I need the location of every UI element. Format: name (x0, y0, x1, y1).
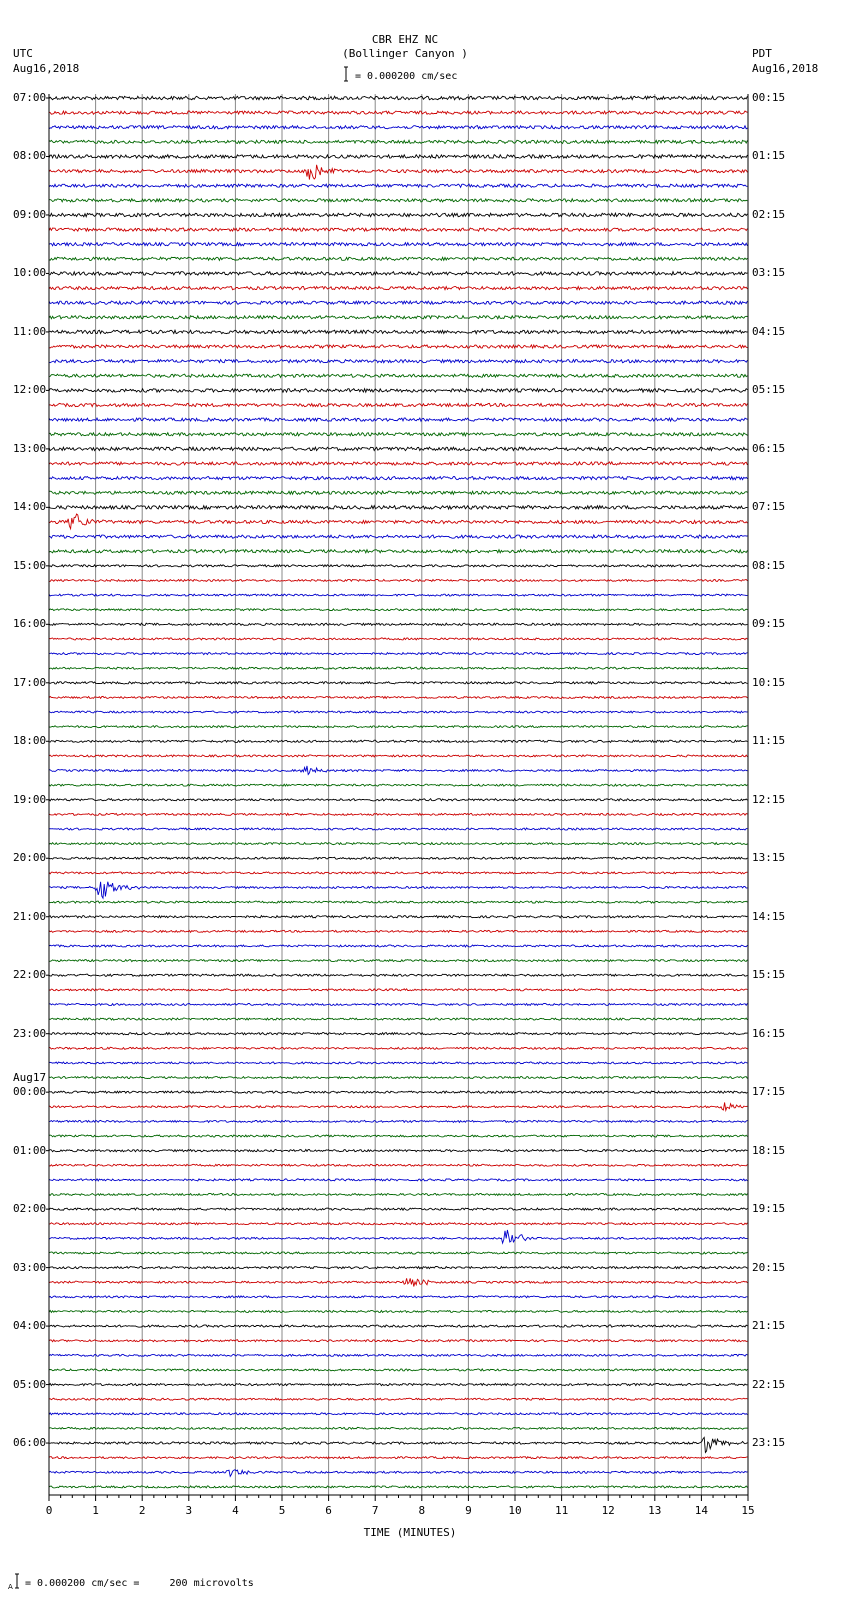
station-location: (Bollinger Canyon ) (342, 47, 468, 60)
trace-line (49, 882, 747, 899)
trace-line (49, 755, 747, 757)
trace-line (49, 140, 747, 143)
trace-line (49, 1457, 747, 1459)
trace-line (49, 96, 747, 100)
utc-hour-label: 05:00 (13, 1377, 47, 1391)
trace-line (49, 243, 747, 246)
svg-text:A: A (8, 1583, 13, 1590)
trace-line (49, 447, 747, 451)
trace-line (49, 316, 747, 319)
trace-line (49, 974, 747, 976)
pdt-hour-label: 17:15 (752, 1085, 786, 1099)
pdt-hour-label: 14:15 (752, 909, 786, 923)
trace-line (49, 462, 747, 465)
trace-line (49, 126, 747, 129)
trace-line (49, 1486, 747, 1488)
trace-line (49, 199, 747, 202)
x-tick-label: 6 (325, 1504, 332, 1517)
trace-line (49, 301, 747, 304)
trace-line (49, 374, 747, 377)
pdt-hour-label: 19:15 (752, 1202, 786, 1216)
left-timezone: UTC (13, 47, 33, 60)
pdt-hour-label: 02:15 (752, 207, 786, 221)
trace-line (49, 1208, 747, 1210)
pdt-hour-label: 08:15 (752, 558, 786, 572)
trace-line (49, 1252, 747, 1254)
trace-line (49, 418, 747, 421)
trace-line (49, 535, 747, 538)
trace-line (49, 828, 747, 830)
trace-line (49, 799, 747, 801)
utc-hour-label: 12:00 (13, 383, 47, 397)
trace-line (49, 766, 747, 775)
trace-line (49, 111, 747, 114)
trace-line (49, 1296, 747, 1298)
trace-line (49, 1003, 747, 1005)
utc-hour-label: 19:00 (13, 792, 47, 806)
x-tick-label: 10 (508, 1504, 522, 1517)
pdt-hour-label: 11:15 (752, 734, 786, 748)
trace-line (49, 813, 747, 815)
pdt-hour-label: 06:15 (752, 441, 786, 455)
trace-line (49, 565, 747, 567)
trace-line (49, 272, 747, 276)
x-tick-label: 15 (741, 1504, 755, 1517)
pdt-hour-label: 10:15 (752, 675, 786, 689)
trace-line (49, 345, 747, 348)
trace-line (49, 594, 747, 596)
x-tick-label: 9 (465, 1504, 472, 1517)
trace-line (49, 1077, 747, 1079)
x-tick-label: 8 (418, 1504, 426, 1517)
trace-line (49, 1179, 747, 1181)
utc-hour-label: 18:00 (13, 734, 47, 748)
station-title: CBR EHZ NC (371, 33, 439, 46)
trace-line (49, 857, 747, 859)
x-tick-label: 11 (554, 1504, 569, 1517)
trace-line (49, 165, 747, 180)
trace-line (49, 682, 747, 684)
trace-line (49, 901, 747, 903)
right-date: Aug16,2018 (752, 62, 819, 75)
trace-line (49, 1194, 747, 1196)
trace-line (49, 623, 747, 625)
utc-hour-label: 01:00 (13, 1143, 47, 1157)
x-tick-label: 2 (138, 1504, 146, 1517)
trace-line (49, 491, 747, 494)
pdt-hour-label: 00:15 (752, 91, 786, 104)
utc-hour-label: 15:00 (13, 558, 47, 572)
utc-hour-label: 23:00 (13, 1026, 47, 1040)
trace-line (49, 389, 747, 393)
trace-line (49, 1047, 747, 1049)
pdt-hour-label: 15:15 (752, 968, 786, 982)
trace-line (49, 1427, 747, 1429)
trace-line (49, 1267, 747, 1269)
trace-line (49, 1398, 747, 1400)
utc-hour-label: 07:00 (13, 91, 47, 104)
utc-date-label: Aug17 (13, 1071, 47, 1085)
trace-line (49, 403, 747, 406)
utc-hour-label: 20:00 (13, 851, 47, 865)
trace-line (49, 1437, 747, 1452)
utc-hour-label: 02:00 (13, 1202, 47, 1216)
x-tick-label: 0 (45, 1504, 53, 1517)
x-axis-label: TIME (MINUTES) (363, 1526, 457, 1539)
trace-line (49, 287, 747, 290)
trace-line (49, 843, 747, 845)
trace-line (49, 1091, 747, 1093)
trace-line (49, 1230, 747, 1243)
x-tick-label: 13 (648, 1504, 662, 1517)
pdt-hour-label: 03:15 (752, 266, 786, 280)
pdt-hour-label: 01:15 (752, 149, 786, 163)
trace-line (49, 711, 747, 713)
trace-line (49, 667, 747, 669)
utc-hour-label: 04:00 (13, 1319, 47, 1333)
trace-line (49, 330, 747, 334)
utc-hour-label: 16:00 (13, 617, 47, 631)
trace-line (49, 609, 747, 611)
trace-line (49, 1018, 747, 1020)
trace-line (49, 514, 747, 529)
trace-line (49, 360, 747, 363)
trace-line (49, 184, 747, 187)
trace-line (49, 1311, 747, 1313)
trace-line (49, 477, 747, 480)
trace-line (49, 1369, 747, 1371)
utc-hour-label: 08:00 (13, 149, 47, 163)
trace-line (49, 1470, 747, 1477)
trace-line (49, 916, 747, 918)
utc-hour-label: 22:00 (13, 968, 47, 982)
trace-line (49, 638, 747, 640)
pdt-hour-label: 13:15 (752, 851, 786, 865)
pdt-hour-label: 18:15 (752, 1143, 786, 1157)
x-tick-label: 14 (694, 1504, 709, 1517)
trace-line (49, 696, 747, 698)
pdt-hour-label: 23:15 (752, 1436, 786, 1450)
trace-line (49, 1340, 747, 1342)
trace-line (49, 213, 747, 217)
utc-hour-label: 11:00 (13, 324, 47, 338)
trace-line (49, 960, 747, 962)
x-tick-label: 5 (278, 1504, 286, 1517)
trace-line (49, 228, 747, 231)
trace-line (49, 506, 747, 510)
trace-line (49, 257, 747, 260)
trace-line (49, 1223, 747, 1225)
utc-hour-label: 00:00 (13, 1085, 47, 1099)
pdt-hour-label: 07:15 (752, 500, 786, 514)
trace-line (49, 1413, 747, 1415)
pdt-hour-label: 20:15 (752, 1260, 786, 1274)
trace-line (49, 989, 747, 991)
x-tick-label: 1 (92, 1504, 99, 1517)
utc-hour-label: 13:00 (13, 441, 47, 455)
footer-scale-text: = 0.000200 cm/sec = 200 microvolts (25, 1578, 254, 1589)
scale-text: = 0.000200 cm/sec (355, 71, 458, 82)
trace-line (49, 1354, 747, 1356)
utc-hour-label: 10:00 (13, 266, 47, 280)
right-timezone: PDT (752, 47, 772, 60)
trace-line (49, 653, 747, 655)
trace-line (49, 726, 747, 728)
trace-line (49, 784, 747, 786)
trace-line (49, 740, 747, 742)
trace-line (49, 1384, 747, 1386)
utc-hour-label: 21:00 (13, 909, 47, 923)
trace-line (49, 1033, 747, 1035)
pdt-hour-label: 04:15 (752, 324, 786, 338)
trace-line (49, 1103, 747, 1111)
pdt-hour-label: 21:15 (752, 1319, 786, 1333)
trace-line (49, 155, 747, 159)
pdt-hour-label: 22:15 (752, 1377, 786, 1391)
trace-line (49, 1150, 747, 1152)
left-date: Aug16,2018 (13, 62, 80, 75)
pdt-hour-label: 16:15 (752, 1026, 786, 1040)
trace-line (49, 945, 747, 947)
utc-hour-label: 06:00 (13, 1436, 47, 1450)
pdt-hour-label: 09:15 (752, 617, 786, 631)
trace-line (49, 1120, 747, 1122)
trace-line (49, 550, 747, 553)
utc-hour-label: 03:00 (13, 1260, 47, 1274)
trace-line (49, 1278, 747, 1286)
footer-scale-bar-icon (8, 1572, 22, 1590)
trace-line (49, 1164, 747, 1166)
trace-line (49, 433, 747, 436)
pdt-hour-label: 12:15 (752, 792, 786, 806)
x-tick-label: 4 (232, 1504, 239, 1517)
utc-hour-label: 14:00 (13, 500, 47, 514)
x-tick-label: 12 (601, 1504, 615, 1517)
utc-hour-label: 09:00 (13, 207, 47, 221)
trace-line (49, 1062, 747, 1064)
trace-line (49, 872, 747, 874)
pdt-hour-label: 05:15 (752, 383, 786, 397)
x-tick-label: 7 (371, 1504, 379, 1517)
x-tick-label: 3 (185, 1504, 193, 1517)
trace-line (49, 1135, 747, 1137)
utc-hour-label: 17:00 (13, 675, 47, 689)
trace-line (49, 930, 747, 932)
trace-line (49, 1325, 747, 1327)
trace-line (49, 580, 747, 582)
